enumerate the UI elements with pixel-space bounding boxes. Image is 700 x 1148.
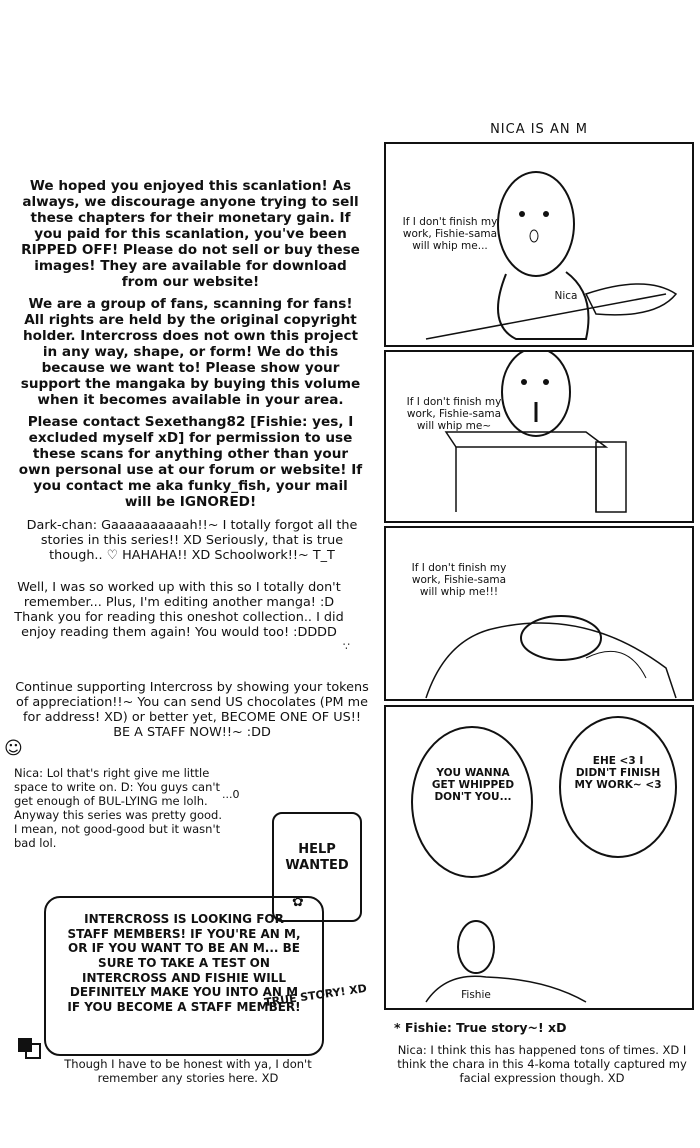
panel-4-drawing xyxy=(386,707,692,1008)
comic-title: NICA IS AN M xyxy=(490,122,588,137)
panel-2-drawing xyxy=(386,352,692,521)
rights-paragraph: We are a group of fans, scanning for fans! All rights are held by the original copyright holder. Intercross does not own this project in any way, shape, or form! We do this because we want to! Please show your support the mangaka by buying this volume when it becomes available in your area. xyxy=(20,296,361,409)
smiley-icon: ☺ xyxy=(4,738,23,759)
closing-note: Though I have to be honest with ya, I don't remember any stories here. XD xyxy=(64,1057,312,1085)
nica-note: Nica: Lol that's right give me little space to write on. D: You guys can't get enough of BUL-LYING me lolh. Anyway this series was pretty good. I mean, not good-good but it wasn't bad lol. xyxy=(14,766,222,851)
panel-4-right-speech: EHE <3 I DIDN'T FINISH MY WORK~ <3 xyxy=(574,755,662,792)
editing-note: Well, I was so worked up with this so I totally don't remember... Plus, I'm editing another manga! :D Thank you for reading this oneshot collection.. I did enjoy reading them again! You would too! :DDDD xyxy=(14,580,344,641)
support-paragraph: Continue supporting Intercross by showing your tokens of appreciation!!~ You can send US chocolates (PM me for address! XD) or better yet, BECOME ONE OF US!! BE A STAFF NOW!!~ :DD xyxy=(15,680,369,741)
darkchan-note: Dark-chan: Gaaaaaaaaaah!!~ I totally forgot all the stories in this series!! XD Seriously, that is true though.. ♡ HAHAHA!! XD Schoolwork!!~ T_T xyxy=(26,518,358,564)
recruit-box xyxy=(44,896,324,1056)
help-wanted-text: HELP WANTED xyxy=(285,842,349,874)
doodle-dots: ∵ xyxy=(343,640,350,653)
true-story-stamp: TRUE STORY! XD xyxy=(263,981,368,1010)
panel-4-name-tag: Fishie xyxy=(461,989,491,1001)
comic-panel-4 xyxy=(384,705,694,1010)
contact-paragraph: Please contact Sexethang82 [Fishie: yes, I excluded myself xD] for permission to use these scans for anything other than your own personal use at our forum or website! If you contact me aka funky_fish, your mail will be IGNORED! xyxy=(18,414,363,511)
comic-footnote-title: * Fishie: True story~! xD xyxy=(394,1020,567,1035)
disclaimer-paragraph: We hoped you enjoyed this scanlation! As always, we discourage anyone trying to sell these chapters for their monetary gain. If you paid for this scanlation, you've been RIPPED OFF! Please do not sell or buy these images! They are available for download from our website! xyxy=(21,178,360,291)
recruit-text: INTERCROSS IS LOOKING FOR STAFF MEMBERS! IF YOU'RE AN M, OR IF YOU WANT TO BE AN M... BE SURE TO TAKE A TEST ON INTERCROSS AND FISHIE WILL DEFINITELY MAKE YOU INTO AN M IF YOU BECOME A STAFF MEMBER! xyxy=(67,912,301,1014)
comic-panel-2 xyxy=(384,350,694,523)
comic-panel-3 xyxy=(384,526,694,701)
panel-3-thought: If I don't finish my work, Fishie-sama will whip me!!! xyxy=(411,562,507,599)
panel-3-drawing xyxy=(386,528,692,699)
panel-1-thought: If I don't finish my work, Fishie-sama will whip me... xyxy=(402,216,498,253)
doodle-dots-2: ...0 xyxy=(222,788,240,801)
panel-2-thought: If I don't finish my work, Fishie-sama will whip me~ xyxy=(406,396,502,433)
panel-1-name-tag: Nica xyxy=(554,290,578,302)
comic-footnote-body: Nica: I think this has happened tons of times. XD I think the chara in this 4-koma totally captured my facial expression though. XD xyxy=(397,1043,687,1085)
corner-blob-icon xyxy=(16,1034,42,1060)
flower-icon: ✿ xyxy=(292,894,304,910)
panel-4-left-speech: YOU WANNA GET WHIPPED DON'T YOU... xyxy=(431,767,515,804)
comic-panel-1 xyxy=(384,142,694,347)
